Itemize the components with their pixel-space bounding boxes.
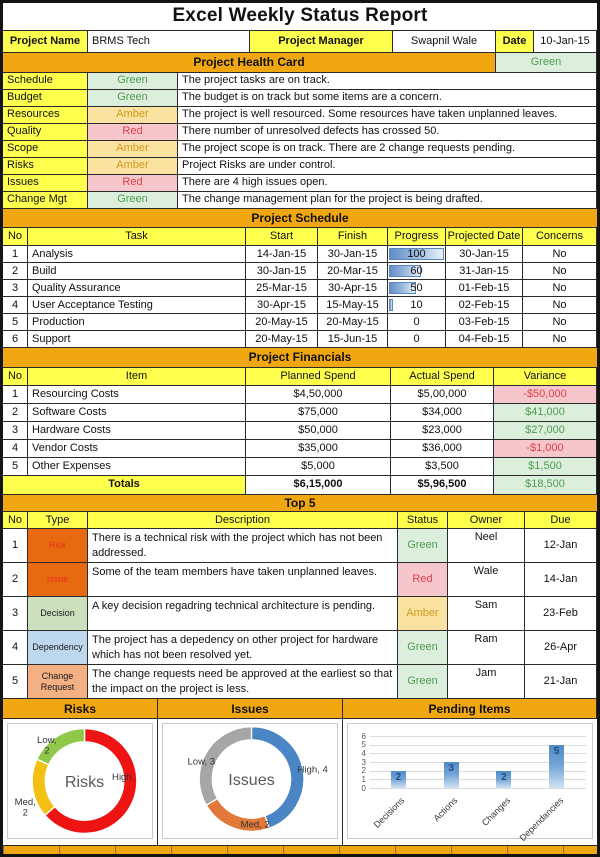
cell-description[interactable]: The project has a depedency on other project for hardware which has not been resolved yet.	[88, 631, 398, 665]
cell-projected-date[interactable]: 03-Feb-15	[446, 314, 523, 331]
project-name-value[interactable]: BRMS Tech	[88, 31, 250, 53]
cell-progress[interactable]	[388, 314, 446, 331]
cell-start[interactable]: 30-Jan-15	[246, 263, 318, 280]
donut-data-label: Med, 2	[14, 796, 36, 819]
risks-chart-cell	[3, 719, 158, 845]
cell-progress[interactable]	[388, 280, 446, 297]
column-header: Owner	[448, 512, 525, 529]
column-header: Start	[246, 228, 318, 246]
cell-no[interactable]: 3	[3, 597, 28, 631]
cell-task[interactable]: Quality Assurance	[28, 280, 246, 297]
cell-owner[interactable]: Sam	[448, 597, 525, 631]
y-axis-tick: 2	[361, 766, 366, 776]
cell-type[interactable]: Dependency	[28, 631, 88, 665]
health-label[interactable]: Resources	[3, 107, 88, 124]
column-header: No	[3, 512, 28, 529]
health-label[interactable]: Risks	[3, 158, 88, 175]
health-description[interactable]: The project tasks are on track.	[178, 73, 597, 90]
x-axis-label: Actions	[431, 795, 460, 824]
cell-no[interactable]: 1	[3, 246, 28, 263]
health-label[interactable]: Issues	[3, 175, 88, 192]
cell-owner[interactable]: Jam	[448, 665, 525, 699]
cell-variance[interactable]: $1,500	[494, 458, 597, 476]
charts-header-row	[3, 699, 597, 719]
health-description[interactable]: The budget is on track but some items are a concern.	[178, 90, 597, 107]
cell-due[interactable]: 21-Jan	[525, 665, 597, 699]
column-header: Planned Spend	[246, 368, 391, 386]
gridline	[370, 736, 586, 737]
cell-progress[interactable]	[388, 331, 446, 348]
cell-no[interactable]: 1	[3, 529, 28, 563]
y-axis-tick: 4	[361, 748, 366, 758]
project-manager-label: Project Manager	[250, 31, 393, 53]
donut-center-label: Risks	[64, 773, 105, 792]
cell-finish[interactable]: 30-Jan-15	[318, 246, 388, 263]
top5-row	[3, 563, 597, 597]
overall-status-cell[interactable]: Green	[496, 53, 597, 73]
schedule-row	[3, 297, 597, 314]
health-label[interactable]: Change Mgt	[3, 192, 88, 209]
column-header: Task	[28, 228, 246, 246]
financials-row	[3, 422, 597, 440]
health-description[interactable]: The project scope is on track. There are 2 change requests pending.	[178, 141, 597, 158]
health-row	[3, 158, 597, 175]
progress-value: 10	[410, 298, 423, 311]
totals-actual[interactable]: $5,96,500	[391, 476, 494, 495]
health-row	[3, 107, 597, 124]
gridline	[370, 788, 586, 789]
cell-task[interactable]: Analysis	[28, 246, 246, 263]
cell-finish[interactable]: 20-May-15	[318, 314, 388, 331]
cell-task[interactable]: Production	[28, 314, 246, 331]
bar-value-label: 2	[395, 771, 402, 783]
column-header: Actual Spend	[391, 368, 494, 386]
cell-due[interactable]: 23-Feb	[525, 597, 597, 631]
top5-column-headers	[3, 512, 597, 529]
column-header: No	[3, 228, 28, 246]
health-row	[3, 73, 597, 90]
cell-projected-date[interactable]: 30-Jan-15	[446, 246, 523, 263]
health-card-table	[3, 73, 597, 209]
cell-concerns[interactable]: No	[523, 246, 597, 263]
column-header: Variance	[494, 368, 597, 386]
cell-item[interactable]: Resourcing Costs	[28, 386, 246, 404]
cell-item[interactable]: Other Expenses	[28, 458, 246, 476]
financials-table	[3, 386, 597, 476]
schedule-row	[3, 246, 597, 263]
progress-value: 0	[413, 332, 420, 345]
totals-planned[interactable]: $6,15,000	[246, 476, 391, 495]
health-label[interactable]: Schedule	[3, 73, 88, 90]
cell-no[interactable]: 5	[3, 665, 28, 699]
health-description[interactable]: There are 4 high issues open.	[178, 175, 597, 192]
cell-status[interactable]: Amber	[398, 597, 448, 631]
health-card-title: Project Health Card	[3, 53, 496, 73]
cell-start[interactable]: 14-Jan-15	[246, 246, 318, 263]
cell-status[interactable]: Red	[398, 563, 448, 597]
status-cell[interactable]: Amber	[88, 141, 178, 158]
cell-finish[interactable]: 30-Apr-15	[318, 280, 388, 297]
cell-task[interactable]: Build	[28, 263, 246, 280]
progress-value: 0	[413, 315, 420, 328]
report-title: Excel Weekly Status Report	[3, 3, 597, 31]
issues-donut-chart	[162, 723, 338, 839]
top5-row	[3, 631, 597, 665]
schedule-row	[3, 280, 597, 297]
bar-value-label: 5	[553, 745, 560, 757]
cell-planned-spend[interactable]: $35,000	[246, 440, 391, 458]
donut-data-label: High,	[112, 771, 135, 783]
cell-concerns[interactable]: No	[523, 263, 597, 280]
cell-no[interactable]: 3	[3, 422, 28, 440]
cell-start[interactable]: 25-Mar-15	[246, 280, 318, 297]
cell-owner[interactable]: Neel	[448, 529, 525, 563]
cell-planned-spend[interactable]: $5,000	[246, 458, 391, 476]
health-label[interactable]: Quality	[3, 124, 88, 141]
project-manager-value[interactable]: Swapnil Wale	[393, 31, 496, 53]
charts-row	[3, 719, 597, 845]
cell-actual-spend[interactable]: $5,00,000	[391, 386, 494, 404]
health-description[interactable]: There number of unresolved defects has crossed 50.	[178, 124, 597, 141]
cell-type[interactable]: Decision	[28, 597, 88, 631]
financials-row	[3, 386, 597, 404]
y-axis-tick: 0	[361, 783, 366, 793]
cell-no[interactable]: 2	[3, 404, 28, 422]
cell-due[interactable]: 12-Jan	[525, 529, 597, 563]
totals-variance[interactable]: $18,500	[494, 476, 597, 495]
status-cell[interactable]: Green	[88, 90, 178, 107]
x-axis-label: Decisions	[372, 795, 407, 831]
cell-projected-date[interactable]: 01-Feb-15	[446, 280, 523, 297]
pending-chart-cell	[343, 719, 597, 845]
health-label[interactable]: Budget	[3, 90, 88, 107]
cell-status[interactable]: Green	[398, 631, 448, 665]
top5-row	[3, 529, 597, 563]
top5-row	[3, 597, 597, 631]
health-description[interactable]: Project Risks are under control.	[178, 158, 597, 175]
cell-actual-spend[interactable]: $34,000	[391, 404, 494, 422]
cell-variance[interactable]: -$50,000	[494, 386, 597, 404]
cell-start[interactable]: 20-May-15	[246, 331, 318, 348]
cell-no[interactable]: 4	[3, 297, 28, 314]
issues-chart-header: Issues	[158, 699, 343, 719]
donut-data-label: Med, 2	[240, 819, 270, 831]
risks-chart-header: Risks	[3, 699, 158, 719]
cell-no[interactable]: 4	[3, 631, 28, 665]
cell-item[interactable]: Hardware Costs	[28, 422, 246, 440]
column-header: Finish	[318, 228, 388, 246]
progress-data-bar	[389, 299, 393, 311]
cell-concerns[interactable]: No	[523, 280, 597, 297]
cell-progress[interactable]	[388, 297, 446, 314]
cell-actual-spend[interactable]: $3,500	[391, 458, 494, 476]
progress-value: 100	[407, 247, 426, 260]
y-axis-tick: 1	[361, 774, 366, 784]
x-axis-label: Dependancies	[517, 795, 565, 844]
pending-chart-header: Pending Items	[343, 699, 597, 719]
status-cell[interactable]: Red	[88, 175, 178, 192]
cell-finish[interactable]: 20-Mar-15	[318, 263, 388, 280]
schedule-row	[3, 331, 597, 348]
cell-owner[interactable]: Ram	[448, 631, 525, 665]
schedule-table	[3, 246, 597, 348]
schedule-column-headers	[3, 228, 597, 246]
schedule-section-header: Project Schedule	[3, 209, 597, 229]
cell-no[interactable]: 3	[3, 280, 28, 297]
status-cell[interactable]: Green	[88, 192, 178, 209]
y-axis-tick: 3	[361, 757, 366, 767]
column-header: Status	[398, 512, 448, 529]
health-row	[3, 175, 597, 192]
column-header: Projected Date	[446, 228, 523, 246]
cell-actual-spend[interactable]: $23,000	[391, 422, 494, 440]
health-row	[3, 124, 597, 141]
column-header: No	[3, 368, 28, 386]
cell-due[interactable]: 26-Apr	[525, 631, 597, 665]
cell-concerns[interactable]: No	[523, 314, 597, 331]
cell-no[interactable]: 2	[3, 563, 28, 597]
cell-progress[interactable]	[388, 263, 446, 280]
cell-planned-spend[interactable]: $75,000	[246, 404, 391, 422]
cell-item[interactable]: Vendor Costs	[28, 440, 246, 458]
cell-description[interactable]: Some of the team members have taken unplanned leaves.	[88, 563, 398, 597]
cell-projected-date[interactable]: 31-Jan-15	[446, 263, 523, 280]
cell-no[interactable]: 4	[3, 440, 28, 458]
cell-actual-spend[interactable]: $36,000	[391, 440, 494, 458]
schedule-row	[3, 314, 597, 331]
cell-type[interactable]: Change Request	[28, 665, 88, 699]
status-cell[interactable]: Amber	[88, 107, 178, 124]
cell-owner[interactable]: Wale	[448, 563, 525, 597]
cell-due[interactable]: 14-Jan	[525, 563, 597, 597]
health-description[interactable]: The project is well resourced. Some resources have taken unplanned leaves.	[178, 107, 597, 124]
cell-start[interactable]: 30-Apr-15	[246, 297, 318, 314]
cell-item[interactable]: Software Costs	[28, 404, 246, 422]
column-header: Item	[28, 368, 246, 386]
cell-concerns[interactable]: No	[523, 331, 597, 348]
date-value[interactable]: 10-Jan-15	[534, 31, 597, 53]
status-cell[interactable]: Green	[88, 73, 178, 90]
column-header: Description	[88, 512, 398, 529]
project-info-row	[3, 31, 597, 53]
cell-type[interactable]: Issue	[28, 563, 88, 597]
cell-type[interactable]: Risk	[28, 529, 88, 563]
cell-projected-date[interactable]: 02-Feb-15	[446, 297, 523, 314]
health-row	[3, 141, 597, 158]
cell-description[interactable]: There is a technical risk with the project which has not been addressed.	[88, 529, 398, 563]
health-card-header-row	[3, 53, 597, 73]
cell-no[interactable]: 5	[3, 458, 28, 476]
cell-planned-spend[interactable]: $4,50,000	[246, 386, 391, 404]
financials-column-headers	[3, 368, 597, 386]
financials-section-header: Project Financials	[3, 348, 597, 368]
schedule-row	[3, 263, 597, 280]
cell-progress[interactable]	[388, 246, 446, 263]
bar-value-label: 3	[448, 763, 454, 775]
donut-center-label: Issues	[228, 771, 275, 790]
y-axis-tick: 5	[361, 740, 366, 750]
progress-value: 60	[410, 264, 423, 277]
donut-data-label: Low, 3	[187, 756, 216, 768]
top5-row	[3, 665, 597, 699]
cell-start[interactable]: 20-May-15	[246, 314, 318, 331]
cell-finish[interactable]: 15-May-15	[318, 297, 388, 314]
cell-no[interactable]: 2	[3, 263, 28, 280]
donut-data-label: Low, 2	[37, 734, 57, 757]
cell-projected-date[interactable]: 04-Feb-15	[446, 331, 523, 348]
cell-status[interactable]: Green	[398, 665, 448, 699]
cell-variance[interactable]: $41,000	[494, 404, 597, 422]
cell-no[interactable]: 6	[3, 331, 28, 348]
cell-finish[interactable]: 15-Jun-15	[318, 331, 388, 348]
cell-task[interactable]: User Acceptance Testing	[28, 297, 246, 314]
cell-planned-spend[interactable]: $50,000	[246, 422, 391, 440]
health-label[interactable]: Scope	[3, 141, 88, 158]
financials-row	[3, 458, 597, 476]
health-row	[3, 90, 597, 107]
cell-variance[interactable]: -$1,000	[494, 440, 597, 458]
cell-concerns[interactable]: No	[523, 297, 597, 314]
cell-no[interactable]: 1	[3, 386, 28, 404]
top5-section-header: Top 5	[3, 495, 597, 513]
column-header: Due	[525, 512, 597, 529]
progress-value: 50	[410, 281, 423, 294]
totals-label: Totals	[3, 476, 246, 495]
x-axis-label: Changes	[479, 795, 513, 828]
cell-status[interactable]: Green	[398, 529, 448, 563]
status-cell[interactable]: Amber	[88, 158, 178, 175]
bar-value-label: 2	[501, 771, 507, 783]
financials-totals-row	[3, 476, 597, 495]
financials-row	[3, 440, 597, 458]
cell-no[interactable]: 5	[3, 314, 28, 331]
risks-donut-chart	[7, 723, 153, 839]
cell-description[interactable]: A key decision regadring technical architecture is pending.	[88, 597, 398, 631]
project-name-label: Project Name	[3, 31, 88, 53]
cell-description[interactable]: The change requests need be approved at the earliest so that the impact on the project is less.	[88, 665, 398, 699]
issues-chart-cell	[158, 719, 343, 845]
status-cell[interactable]: Red	[88, 124, 178, 141]
column-header: Progress	[388, 228, 446, 246]
column-header: Type	[28, 512, 88, 529]
cell-task[interactable]: Support	[28, 331, 246, 348]
health-row	[3, 192, 597, 209]
date-label: Date	[496, 31, 534, 53]
pending-items-bar-chart	[347, 723, 593, 844]
financials-row	[3, 404, 597, 422]
cell-variance[interactable]: $27,000	[494, 422, 597, 440]
top5-table	[3, 529, 597, 699]
health-description[interactable]: The change management plan for the project is being drafted.	[178, 192, 597, 209]
donut-data-label: High, 4	[297, 764, 328, 776]
column-header: Concerns	[523, 228, 597, 246]
y-axis-tick: 6	[361, 731, 366, 741]
